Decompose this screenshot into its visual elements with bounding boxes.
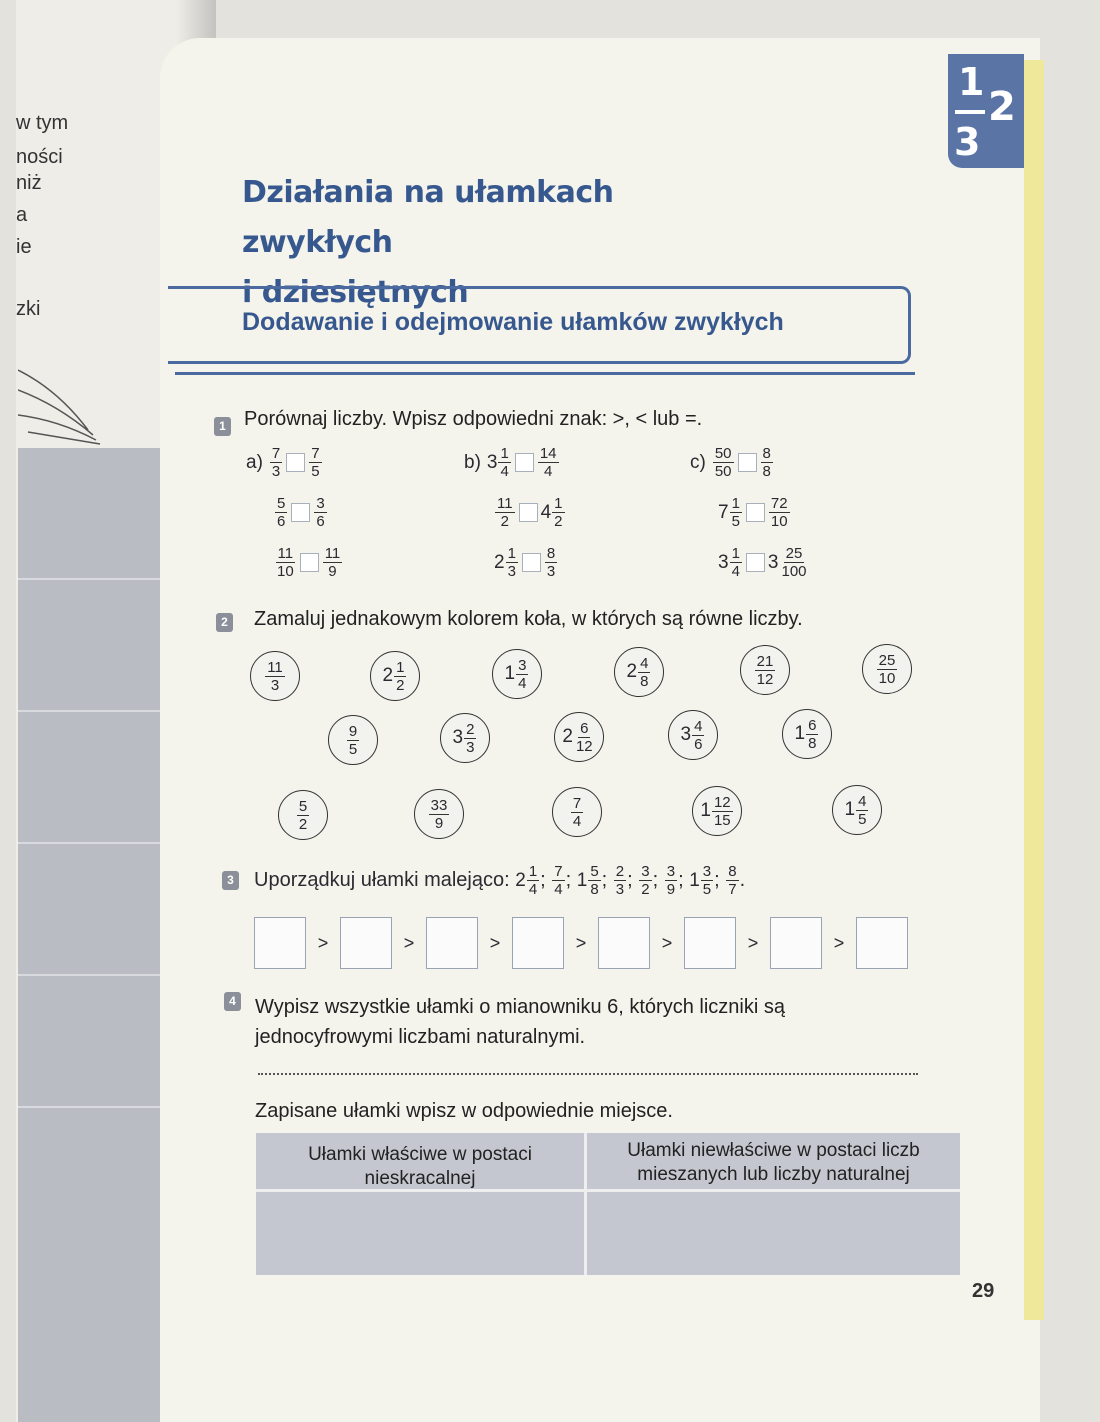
chapter-logo bbox=[948, 54, 1024, 168]
previous-page-text: zki bbox=[16, 298, 41, 320]
table-header-improper: Ułamki niewłaściwe w postaci liczb mieszanych lub liczby naturalnej bbox=[627, 1140, 920, 1185]
number-circle[interactable]: $\frac{33}{9}$ bbox=[414, 789, 464, 839]
logo-bottom-digit: 3 bbox=[954, 120, 981, 164]
answer-box[interactable] bbox=[684, 917, 736, 969]
task3-instruction: Uporządkuj ułamki malejąco: bbox=[254, 869, 510, 891]
number-circle[interactable]: 2 $\frac{4}{8}$ bbox=[614, 647, 664, 697]
task3-instruction-line: Uporządkuj ułamki malejąco: 2 $\frac{1}{4}$ ; $\frac{7}{4}$ ; 1 $\frac{5}{8}$ ; $\frac{2}{3}$ ; $\frac{3}{2}$ ; $\frac{3}{9}$ ; 1 $\frac{3}{5}$ ; $\frac{8}{7}$ . bbox=[254, 863, 746, 898]
previous-page-text: w tym bbox=[16, 112, 69, 134]
task-number-badge: 3 bbox=[222, 871, 239, 890]
label-c: c) bbox=[690, 451, 706, 473]
logo-sup-digit: 2 bbox=[988, 84, 1016, 130]
answer-box[interactable] bbox=[515, 453, 534, 472]
answer-box[interactable] bbox=[598, 917, 650, 969]
task-number-badge: 4 bbox=[224, 992, 241, 1011]
task4-instruction-line2: jednocyfrowymi liczbami naturalnymi. bbox=[255, 1026, 586, 1048]
answer-box[interactable] bbox=[286, 453, 305, 472]
answer-box[interactable] bbox=[738, 453, 757, 472]
previous-page-text: niż bbox=[16, 172, 42, 194]
number-circle[interactable]: $\frac{9}{5}$ bbox=[328, 715, 378, 765]
number-circle[interactable]: 1 $\frac{4}{5}$ bbox=[832, 785, 882, 835]
greater-than-sign: > bbox=[317, 932, 329, 953]
number-circle[interactable]: $\frac{7}{4}$ bbox=[552, 787, 602, 837]
section-title: Dodawanie i odejmowanie ułamków zwykłych bbox=[242, 308, 784, 336]
chapter-title-line: Działania na ułamkach zwykłych bbox=[242, 175, 614, 260]
comparison-b1: b) 3 $\frac{1}{4}$ $\frac{14}{4}$ bbox=[464, 445, 557, 480]
number-circle[interactable]: 3 $\frac{2}{3}$ bbox=[440, 713, 490, 763]
number-circle[interactable]: 1 $\frac{3}{4}$ bbox=[492, 649, 542, 699]
number-circle[interactable]: 3 $\frac{4}{6}$ bbox=[668, 710, 718, 760]
answer-box[interactable] bbox=[522, 553, 541, 572]
task4-instruction-line1: Wypisz wszystkie ułamki o mianowniku 6, których liczniki są bbox=[255, 996, 785, 1018]
comparison-c2: 7 $\frac{1}{5}$ $\frac{72}{10}$ bbox=[718, 495, 788, 530]
fan-illustration bbox=[18, 360, 108, 450]
answer-box[interactable] bbox=[300, 553, 319, 572]
comparison-b2: $\frac{11}{2}$ 4 $\frac{1}{2}$ bbox=[497, 495, 563, 530]
comparison-a1: a) $\frac{7}{3}$ $\frac{7}{5}$ bbox=[246, 445, 320, 480]
answer-box[interactable] bbox=[426, 917, 478, 969]
page-edge bbox=[1024, 60, 1044, 1320]
table-cell-improper[interactable] bbox=[587, 1192, 960, 1275]
greater-than-sign: > bbox=[403, 932, 415, 953]
answer-box[interactable] bbox=[746, 503, 765, 522]
comparison-a2: $\frac{5}{6}$ $\frac{3}{6}$ bbox=[277, 495, 325, 530]
task2-instruction: Zamaluj jednakowym kolorem koła, w których są równe liczby. bbox=[254, 608, 803, 630]
number-circle[interactable]: 1 $\frac{6}{8}$ bbox=[782, 709, 832, 759]
answer-dotted-line[interactable] bbox=[258, 1073, 918, 1075]
previous-page-text: ności bbox=[16, 146, 63, 168]
task4-instruction2: Zapisane ułamki wpisz w odpowiednie miejsce. bbox=[255, 1100, 673, 1122]
comparison-c3: 3 $\frac{1}{4}$ 3 $\frac{25}{100}$ bbox=[718, 545, 807, 580]
answer-box[interactable] bbox=[746, 553, 765, 572]
section-underline bbox=[175, 372, 915, 375]
task-number-badge: 2 bbox=[216, 613, 233, 632]
answer-box[interactable] bbox=[340, 917, 392, 969]
number-circle[interactable]: 2 $\frac{1}{2}$ bbox=[370, 651, 420, 701]
comparison-c1: c) $\frac{50}{50}$ $\frac{8}{8}$ bbox=[690, 445, 771, 480]
task-number-badge: 1 bbox=[214, 417, 231, 436]
answer-box[interactable] bbox=[512, 917, 564, 969]
ordering-answer-row bbox=[254, 917, 908, 969]
comparison-a3: $\frac{11}{10}$ $\frac{11}{9}$ bbox=[277, 545, 341, 580]
greater-than-sign: > bbox=[747, 932, 759, 953]
number-circle[interactable]: $\frac{21}{12}$ bbox=[740, 645, 790, 695]
greater-than-sign: > bbox=[661, 932, 673, 953]
label-a: a) bbox=[246, 451, 263, 473]
logo-top-digit: 1 bbox=[958, 60, 985, 104]
page-number: 29 bbox=[972, 1280, 995, 1302]
number-circle[interactable]: $\frac{5}{2}$ bbox=[278, 790, 328, 840]
number-circle[interactable]: $\frac{25}{10}$ bbox=[862, 644, 912, 694]
table-cell-proper[interactable] bbox=[256, 1192, 584, 1275]
number-circle[interactable]: 2 $\frac{6}{12}$ bbox=[554, 712, 604, 762]
comparison-b3: 2 $\frac{1}{3}$ $\frac{8}{3}$ bbox=[494, 545, 556, 580]
chapter-title-line: i dziesiętnych bbox=[242, 275, 469, 310]
greater-than-sign: > bbox=[489, 932, 501, 953]
fractions-table bbox=[256, 1133, 960, 1275]
answer-box[interactable] bbox=[519, 503, 538, 522]
previous-page-text: a bbox=[16, 204, 28, 226]
table-header-proper: Ułamki właściwe w postaci nieskracalnej bbox=[308, 1144, 532, 1189]
answer-box[interactable] bbox=[291, 503, 310, 522]
answer-box[interactable] bbox=[770, 917, 822, 969]
answer-box[interactable] bbox=[856, 917, 908, 969]
previous-page-text: ie bbox=[16, 236, 32, 258]
label-b: b) bbox=[464, 451, 481, 473]
greater-than-sign: > bbox=[833, 932, 845, 953]
number-circle[interactable]: $\frac{11}{3}$ bbox=[250, 651, 300, 701]
greater-than-sign: > bbox=[575, 932, 587, 953]
number-circle[interactable]: 1 $\frac{12}{15}$ bbox=[692, 786, 742, 836]
task1-instruction: Porównaj liczby. Wpisz odpowiedni znak: >, < lub =. bbox=[244, 408, 703, 430]
previous-page-table bbox=[18, 448, 168, 1422]
answer-box[interactable] bbox=[254, 917, 306, 969]
